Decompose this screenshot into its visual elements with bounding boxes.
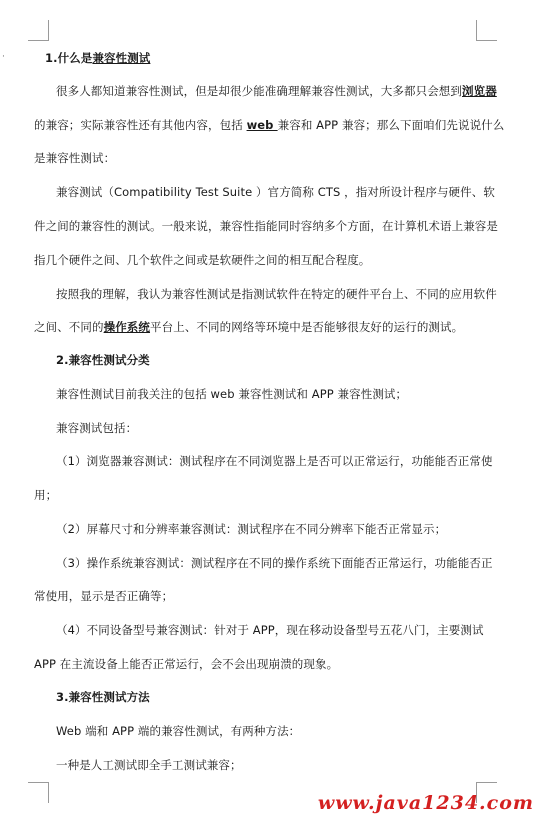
paragraph-2-line-1: 兼容测试（Compatibility Test Suite ）官方简称 CTS ，指对所设计程序与硬件、软 <box>56 185 495 199</box>
paragraph-3-line-1: 按照我的理解，我认为兼容性测试是指测试软件在特定的硬件平台上、不同的应用软件 <box>56 287 497 301</box>
heading-2: 2.兼容性测试分类 <box>56 353 150 367</box>
text: 之间、不同的 <box>34 320 104 334</box>
list-item-3-line-1: （3）操作系统兼容测试：测试程序在不同的操作系统下面能否正常运行，功能能否正 <box>56 556 493 570</box>
text: 平台上、不同的网络等环境中是否能够很友好的运行的测试。 <box>150 320 464 334</box>
margin-mark: · <box>2 52 5 62</box>
crop-mark-top-left <box>28 20 49 41</box>
list-item-1-line-2: 用； <box>34 488 58 502</box>
heading-1-text: 什么是 <box>57 51 93 65</box>
paragraph-1-line-3: 是兼容性测试： <box>34 151 116 165</box>
heading-1 <box>45 50 150 66</box>
browser-link[interactable]: 浏览器 <box>462 84 497 98</box>
paragraph-6: Web 端和 APP 端的兼容性测试，有两种方法： <box>56 724 301 738</box>
crop-mark-top-right <box>476 20 497 41</box>
text: 很多人都知道兼容性测试，但是却很少能准确理解兼容性测试，大多都只会想到 <box>56 84 462 98</box>
os-link[interactable]: 操作系统 <box>103 320 151 334</box>
text: 的兼容；实际兼容性还有其他内容，包括 <box>34 118 247 132</box>
list-item-4-line-2: APP 在主流设备上能否正常运行，会不会出现崩溃的现象。 <box>34 657 339 671</box>
heading-1-number: 1. <box>45 51 58 65</box>
paragraph-3-line-2 <box>34 319 463 335</box>
list-item-4-line-1: （4）不同设备型号兼容测试：针对于 APP，现在移动设备型号五花八门，主要测试 <box>56 623 484 637</box>
site-watermark: www.java1234.com <box>317 792 534 814</box>
list-item-2: （2）屏幕尺寸和分辨率兼容测试：测试程序在不同分辨率下能否正常显示； <box>56 522 447 536</box>
paragraph-1-line-1 <box>56 83 497 99</box>
paragraph-1-line-2 <box>34 117 504 133</box>
heading-1-link[interactable]: 兼容性测试 <box>92 51 151 65</box>
list-item-1-line-1: （1）浏览器兼容测试：测试程序在不同浏览器上是否可以正常运行，功能能否正常使 <box>56 454 493 468</box>
paragraph-4: 兼容性测试目前我关注的包括 web 兼容性测试和 APP 兼容性测试； <box>56 387 408 401</box>
paragraph-7: 一种是人工测试即全手工测试兼容； <box>56 758 242 772</box>
crop-mark-bottom-left <box>28 782 49 803</box>
paragraph-2-line-2: 件之间的兼容性的测试。一般来说，兼容性指能同时容纳多个方面，在计算机术语上兼容是 <box>34 219 498 233</box>
web-link[interactable]: web <box>246 118 278 132</box>
text: 兼容和 APP 兼容；那么下面咱们先说说什么 <box>277 118 505 132</box>
list-item-3-line-2: 常使用，显示是否正确等； <box>34 589 174 603</box>
paragraph-2-line-3: 指几个硬件之间、几个软件之间或是软硬件之间的相互配合程度。 <box>34 253 371 267</box>
paragraph-5: 兼容测试包括： <box>56 421 138 435</box>
heading-3: 3.兼容性测试方法 <box>56 690 150 704</box>
